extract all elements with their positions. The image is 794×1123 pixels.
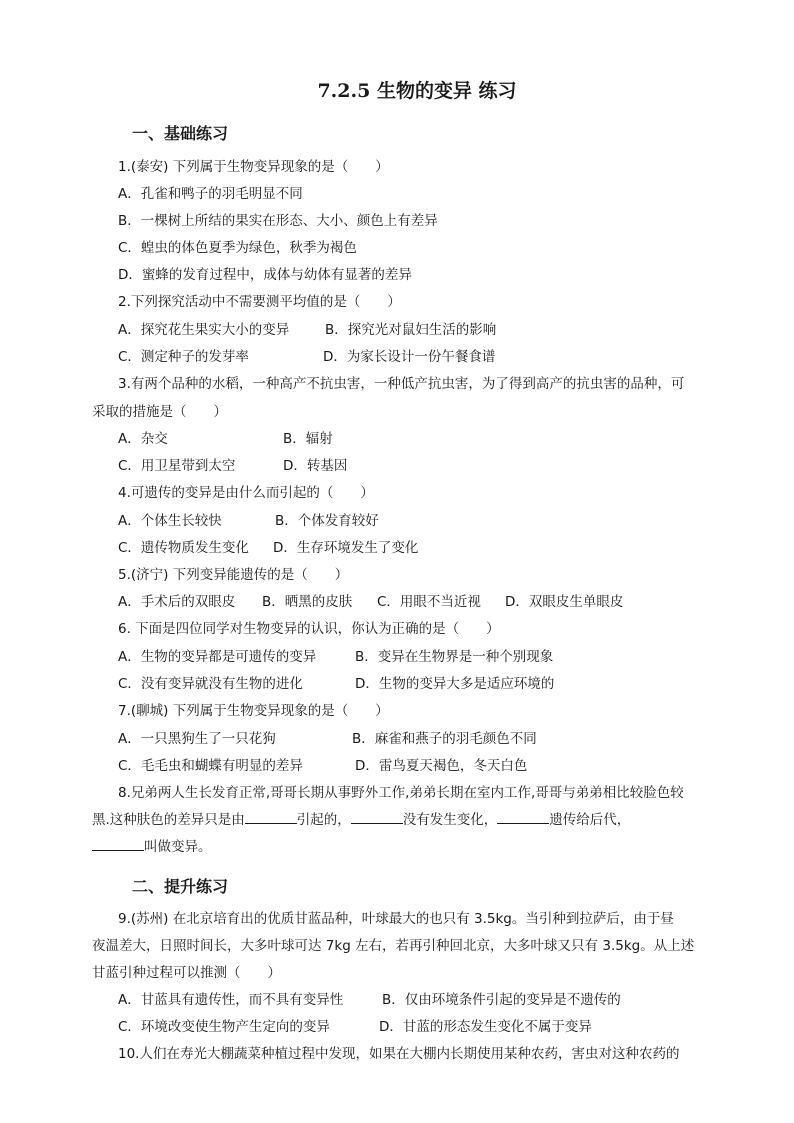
question-8-line-3 (92, 835, 212, 855)
question-3-stem-line-2: 采取的措施是（ ） (92, 404, 227, 420)
question-2-option-b: B．探究光对鼠妇生活的影响 (325, 322, 497, 338)
question-3-option-c: C．用卫星带到太空 (118, 458, 236, 474)
answer-blank-4[interactable] (92, 838, 144, 851)
answer-blank-1[interactable] (245, 811, 297, 824)
question-7-option-d: D．雷鸟夏天褐色，冬天白色 (355, 758, 528, 774)
question-8-line-1: 8.兄弟两人生长发育正常,哥哥长期从事野外工作,弟弟长期在室内工作,哥哥与弟弟相比较脸色较 (118, 785, 684, 801)
question-3-option-d: D．转基因 (283, 458, 348, 474)
question-9-line-1: 9.(苏州) 在北京培育出的优质甘蓝品种，叶球最大的也只有 3.5kg。当引种到拉萨后，由于昼 (118, 911, 674, 927)
question-3-stem-line-1: 3.有两个品种的水稻，一种高产不抗虫害，一种低产抗虫害，为了得到高产的抗虫害的品种，可 (118, 376, 685, 392)
question-4-option-d: D．生存环境发生了变化 (273, 540, 419, 556)
question-1-option-c: C．蝗虫的体色夏季为绿色，秋季为褐色 (118, 240, 357, 256)
question-7-stem: 7.(聊城) 下列属于生物变异现象的是（ ） (118, 703, 389, 719)
question-4-option-a: A．个体生长较快 (118, 513, 222, 529)
question-4-stem: 4.可遗传的变异是由什么而引起的（ ） (118, 485, 374, 501)
question-9-line-3: 甘蓝引种过程可以推测（ ） (92, 965, 281, 981)
question-8-text-2: 引起的， (296, 812, 351, 828)
question-5-option-c: C．用眼不当近视 (377, 594, 481, 610)
section-title-advanced: 二、提升练习 (132, 877, 229, 896)
question-8-text-3: 没有发生变化， (402, 812, 498, 828)
answer-blank-3[interactable] (497, 811, 549, 824)
question-2-option-d: D．为家长设计一份午餐食谱 (323, 349, 496, 365)
question-1-option-d: D．蜜蜂的发育过程中，成体与幼体有显著的差异 (118, 267, 412, 283)
answer-blank-2[interactable] (351, 811, 403, 824)
page-title: 7.2.5 生物的变异 练习 (317, 80, 517, 102)
question-5-option-d: D．双眼皮生单眼皮 (505, 594, 624, 610)
question-5-stem: 5.(济宁) 下列变异能遗传的是（ ） (118, 567, 349, 583)
question-7-option-a: A．一只黑狗生了一只花狗 (118, 731, 276, 747)
question-4-option-b: B．个体发育较好 (275, 513, 379, 529)
question-4-option-c: C．遗传物质发生变化 (118, 540, 249, 556)
question-2-option-c: C．测定种子的发芽率 (118, 349, 249, 365)
question-7-option-c: C．毛毛虫和蝴蝶有明显的差异 (118, 758, 303, 774)
question-8-text-5: 叫做变异。 (144, 839, 212, 855)
question-5-option-b: B．晒黑的皮肤 (262, 594, 353, 610)
question-6-option-a: A．生物的变异都是可遗传的变异 (118, 649, 317, 665)
question-2-stem: 2.下列探究活动中不需要测平均值的是（ ） (118, 294, 401, 310)
question-1-stem: 1.(泰安) 下列属于生物变异现象的是（ ） (118, 159, 389, 175)
question-5-option-a: A．手术后的双眼皮 (118, 594, 236, 610)
question-8-line-2 (92, 808, 630, 828)
question-9-line-2: 夜温差大，日照时间长，大多叶球可达 7kg 左右，若再引种回北京，大多叶球又只有 3.5kg。从上述 (92, 938, 695, 954)
question-1-option-b: B．一棵树上所结的果实在形态、大小、颜色上有差异 (118, 213, 438, 229)
question-6-stem: 6. 下面是四位同学对生物变异的认识，你认为正确的是（ ） (118, 621, 500, 637)
question-9-option-a: A．甘蓝具有遗传性，而不具有变异性 (118, 992, 344, 1008)
question-9-option-b: B．仅由环境条件引起的变异是不遗传的 (382, 992, 621, 1008)
section-title-basic: 一、基础练习 (132, 124, 229, 143)
question-2-option-a: A．探究花生果实大小的变异 (118, 322, 290, 338)
question-6-option-b: B．变异在生物界是一种个别现象 (355, 649, 554, 665)
question-9-option-c: C．环境改变使生物产生定向的变异 (118, 1019, 330, 1035)
question-8-text-1: 黑.这种肤色的差异只是由 (92, 812, 245, 828)
question-6-option-d: D．生物的变异大多是适应环境的 (355, 676, 555, 692)
question-8-text-4: 遗传给后代， (549, 812, 631, 828)
question-7-option-b: B．麻雀和燕子的羽毛颜色不同 (352, 731, 537, 747)
question-9-option-d: D．甘蓝的形态发生变化不属于变异 (379, 1019, 592, 1035)
question-10-line-1: 10.人们在寿光大棚蔬菜种植过程中发现，如果在大棚内长期使用某种农药，害虫对这种农药的 (118, 1046, 680, 1062)
question-3-option-a: A．杂交 (118, 431, 168, 447)
question-3-option-b: B．辐射 (283, 431, 333, 447)
question-1-option-a: A．孔雀和鸭子的羽毛明显不同 (118, 186, 303, 202)
question-6-option-c: C．没有变异就没有生物的进化 (118, 676, 303, 692)
